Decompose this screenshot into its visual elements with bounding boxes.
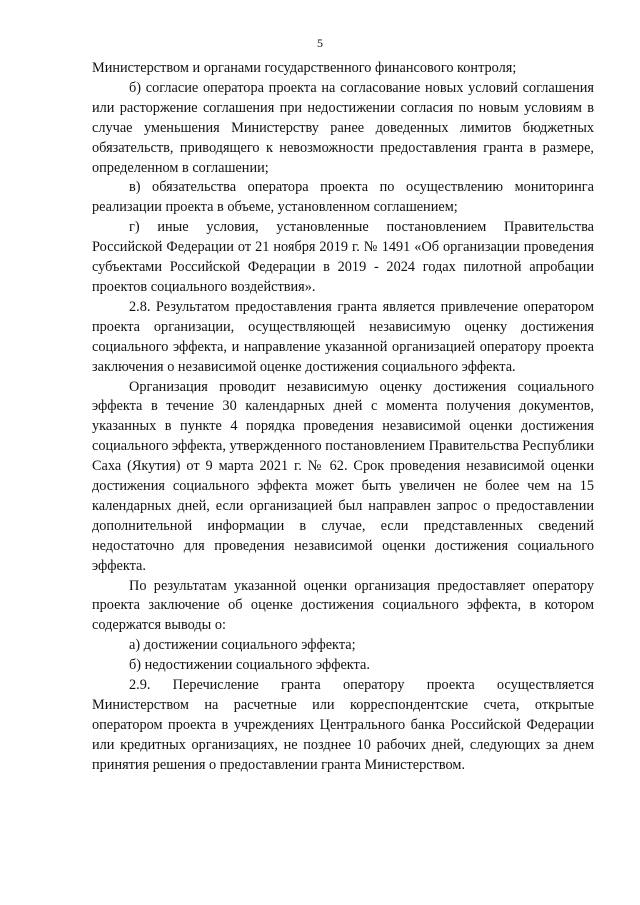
paragraph-item-g: г) иные условия, установленные постановлением Правительства Российской Федерации от 21 ноября 2019 г. № 1491 «Об организации проведения субъектами Российской Федерации в 2019 - 2024 годах пилотной апробации проектов социального воздействия». xyxy=(92,219,594,295)
paragraph-section-2-9: 2.9. Перечисление гранта оператору проекта осуществляется Министерством на расчетные или корреспондентские счета, открытые оператором проекта в учреждениях Центрального банка Российской Федерации или кредитных организациях, не позднее 10 рабочих дней, следующих за днем принятия решения о предоставлении гранта Министерством. xyxy=(92,677,594,773)
paragraph-item-b: б) согласие оператора проекта на согласование новых условий соглашения или расторжение соглашения при недостижении согласия по новым условиям в случае уменьшения Министерству ранее доведенных лимитов бюджетных обязательств, приводящего к невозможности предоставления гранта в размере, определенном в соглашении; xyxy=(92,79,594,176)
document-body xyxy=(92,59,594,776)
paragraph-result-b: б) недостижении социального эффекта. xyxy=(129,657,370,674)
paragraph-result-a: а) достижении социального эффекта; xyxy=(129,637,356,654)
paragraph-section-2-8: 2.8. Результатом предоставления гранта является привлечение оператором проекта организации, осуществляющей независимую оценку достижения социального эффекта, и направление указанной организацией оператору проекта заключения о независимой оценке достижения социального эффекта. xyxy=(92,298,594,375)
paragraph-item-v: в) обязательства оператора проекта по осуществлению мониторинга реализации проекта в объеме, установленном соглашением; xyxy=(92,179,594,216)
page-number: 5 xyxy=(317,36,323,50)
paragraph-evaluation-results: По результатам указанной оценки организация предоставляет оператору проекта заключение об оценке достижения социального эффекта, в котором содержатся выводы о: xyxy=(92,577,594,634)
paragraph-continuation: Министерством и органами государственного финансового контроля; xyxy=(92,60,517,76)
paragraph-independent-evaluation: Организация проводит независимую оценку достижения социального эффекта в течение 30 календарных дней с момента получения документов, указанных в пункте 4 порядка проведения независимой оценки достижения социального эффекта, утвержденного постановлением Правительства Республики Саха (Якутия) от 9 марта 2021 г. № 62. Срок проведения независимой оценки достижения социального эффекта может быть увеличен не более чем на 15 календарных дней, если организацией был направлен запрос о предоставлении дополнительной информации в случае, если представленных сведений недостаточно для проведения независимой оценки достижения социального эффекта. xyxy=(92,378,594,574)
